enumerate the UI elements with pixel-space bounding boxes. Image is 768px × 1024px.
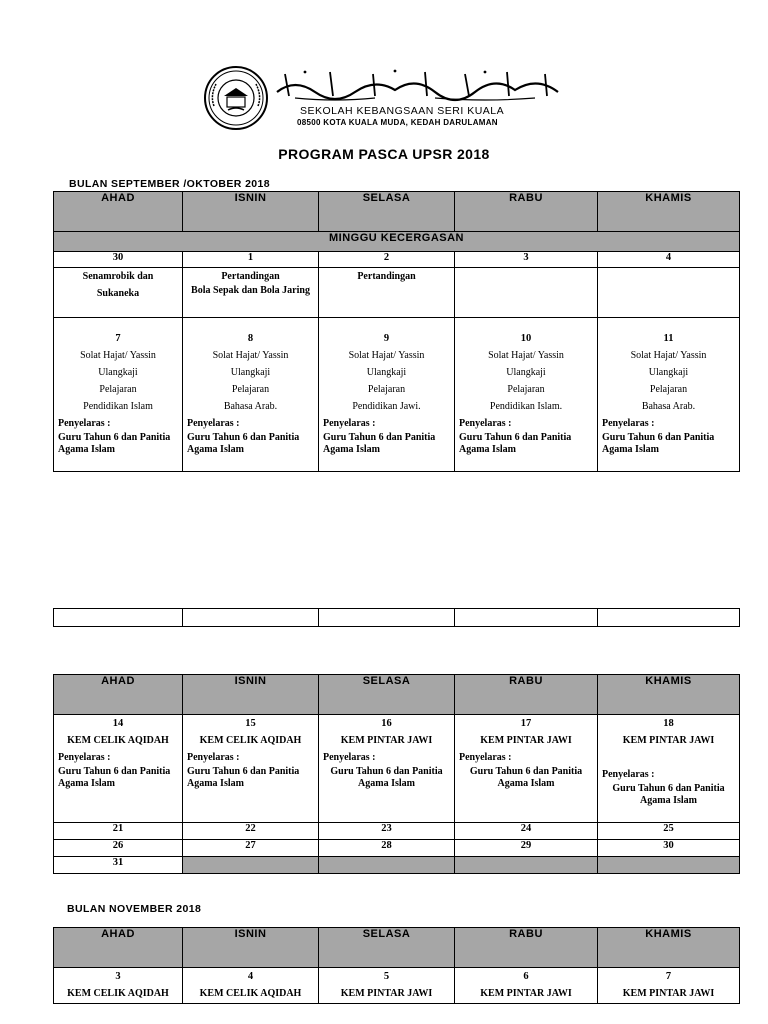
schedule-table-october <box>53 674 740 874</box>
date-cell: 21 <box>54 823 183 840</box>
date-cell: 23 <box>319 823 455 840</box>
empty-cell <box>183 609 319 627</box>
shaded-cell <box>183 857 319 874</box>
activity-cell <box>598 268 740 318</box>
shaded-cell <box>598 857 740 874</box>
day-header-selasa: SELASA <box>319 675 455 715</box>
activity-cell: 11 Solat Hajat/ Yassin Ulangkaji Pelajaran Bahasa Arab. Penyelaras : Guru Tahun 6 dan Panitia Agama Islam <box>598 318 740 472</box>
page-title: PROGRAM PASCA UPSR 2018 <box>278 146 490 162</box>
date-cell: 30 <box>54 252 183 268</box>
activity-cell: 6 KEM PINTAR JAWI <box>455 968 598 1004</box>
empty-cell <box>598 609 740 627</box>
day-header-ahad: AHAD <box>54 928 183 968</box>
empty-cell <box>54 609 183 627</box>
activity-cell: 7 KEM PINTAR JAWI <box>598 968 740 1004</box>
month-label-november: BULAN NOVEMBER 2018 <box>67 903 202 915</box>
school-address: 08500 KOTA KUALA MUDA, KEDAH DARULAMAN <box>297 118 498 127</box>
empty-cell <box>319 609 455 627</box>
day-header-khamis: KHAMIS <box>598 192 740 232</box>
day-header-isnin: ISNIN <box>183 928 319 968</box>
school-crest-logo <box>204 66 268 130</box>
schedule-table-sep-oct <box>53 191 740 472</box>
day-header-ahad: AHAD <box>54 675 183 715</box>
date-cell: 27 <box>183 840 319 857</box>
day-header-rabu: RABU <box>455 675 598 715</box>
activity-cell: 10 Solat Hajat/ Yassin Ulangkaji Pelajaran Pendidikan Islam. Penyelaras : Guru Tahun 6 dan Panitia Agama Islam <box>455 318 598 472</box>
empty-row-table <box>53 608 740 627</box>
month-label-sep-oct: BULAN SEPTEMBER /OKTOBER 2018 <box>69 178 271 190</box>
activity-cell: 4 KEM CELIK AQIDAH <box>183 968 319 1004</box>
activity-cell: 3 KEM CELIK AQIDAH <box>54 968 183 1004</box>
activity-cell <box>455 268 598 318</box>
jawi-script-school-name <box>275 68 560 102</box>
activity-cell: 17 KEM PINTAR JAWI Penyelaras : Guru Tahun 6 dan Panitia Agama Islam <box>455 715 598 823</box>
date-cell: 28 <box>319 840 455 857</box>
date-cell: 30 <box>598 840 740 857</box>
day-header-rabu: RABU <box>455 928 598 968</box>
activity-cell: 18 KEM PINTAR JAWI Penyelaras : Guru Tahun 6 dan Panitia Agama Islam <box>598 715 740 823</box>
day-header-selasa: SELASA <box>319 192 455 232</box>
day-header-rabu: RABU <box>455 192 598 232</box>
schedule-table-november <box>53 927 740 1004</box>
date-cell: 26 <box>54 840 183 857</box>
activity-cell: Pertandingan Bola Sepak dan Bola Jaring <box>183 268 319 318</box>
date-cell: 3 <box>455 252 598 268</box>
date-cell: 22 <box>183 823 319 840</box>
activity-cell: Senamrobik dan Sukaneka <box>54 268 183 318</box>
school-name: SEKOLAH KEBANGSAAN SERI KUALA <box>300 105 505 117</box>
activity-cell: 15 KEM CELIK AQIDAH Penyelaras : Guru Tahun 6 dan Panitia Agama Islam <box>183 715 319 823</box>
shaded-cell <box>319 857 455 874</box>
date-cell: 1 <box>183 252 319 268</box>
date-cell: 25 <box>598 823 740 840</box>
date-cell: 29 <box>455 840 598 857</box>
activity-cell: 8 Solat Hajat/ Yassin Ulangkaji Pelajaran Bahasa Arab. Penyelaras : Guru Tahun 6 dan Panitia Agama Islam <box>183 318 319 472</box>
day-header-selasa: SELASA <box>319 928 455 968</box>
empty-cell <box>455 609 598 627</box>
activity-cell: 9 Solat Hajat/ Yassin Ulangkaji Pelajaran Pendidikan Jawi. Penyelaras : Guru Tahun 6 dan Panitia Agama Islam <box>319 318 455 472</box>
date-cell: 31 <box>54 857 183 874</box>
activity-cell: 14 KEM CELIK AQIDAH Penyelaras : Guru Tahun 6 dan Panitia Agama Islam <box>54 715 183 823</box>
day-header-isnin: ISNIN <box>183 675 319 715</box>
activity-cell: Pertandingan <box>319 268 455 318</box>
activity-cell: 16 KEM PINTAR JAWI Penyelaras : Guru Tahun 6 dan Panitia Agama Islam <box>319 715 455 823</box>
week-band-title: MINGGU KECERGASAN <box>54 232 740 252</box>
shaded-cell <box>455 857 598 874</box>
date-cell: 2 <box>319 252 455 268</box>
day-header-isnin: ISNIN <box>183 192 319 232</box>
day-header-khamis: KHAMIS <box>598 675 740 715</box>
date-cell: 24 <box>455 823 598 840</box>
day-header-ahad: AHAD <box>54 192 183 232</box>
activity-cell: 7 Solat Hajat/ Yassin Ulangkaji Pelajaran Pendidikan Islam Penyelaras : Guru Tahun 6 dan Panitia Agama Islam <box>54 318 183 472</box>
date-cell: 4 <box>598 252 740 268</box>
activity-cell: 5 KEM PINTAR JAWI <box>319 968 455 1004</box>
day-header-khamis: KHAMIS <box>598 928 740 968</box>
